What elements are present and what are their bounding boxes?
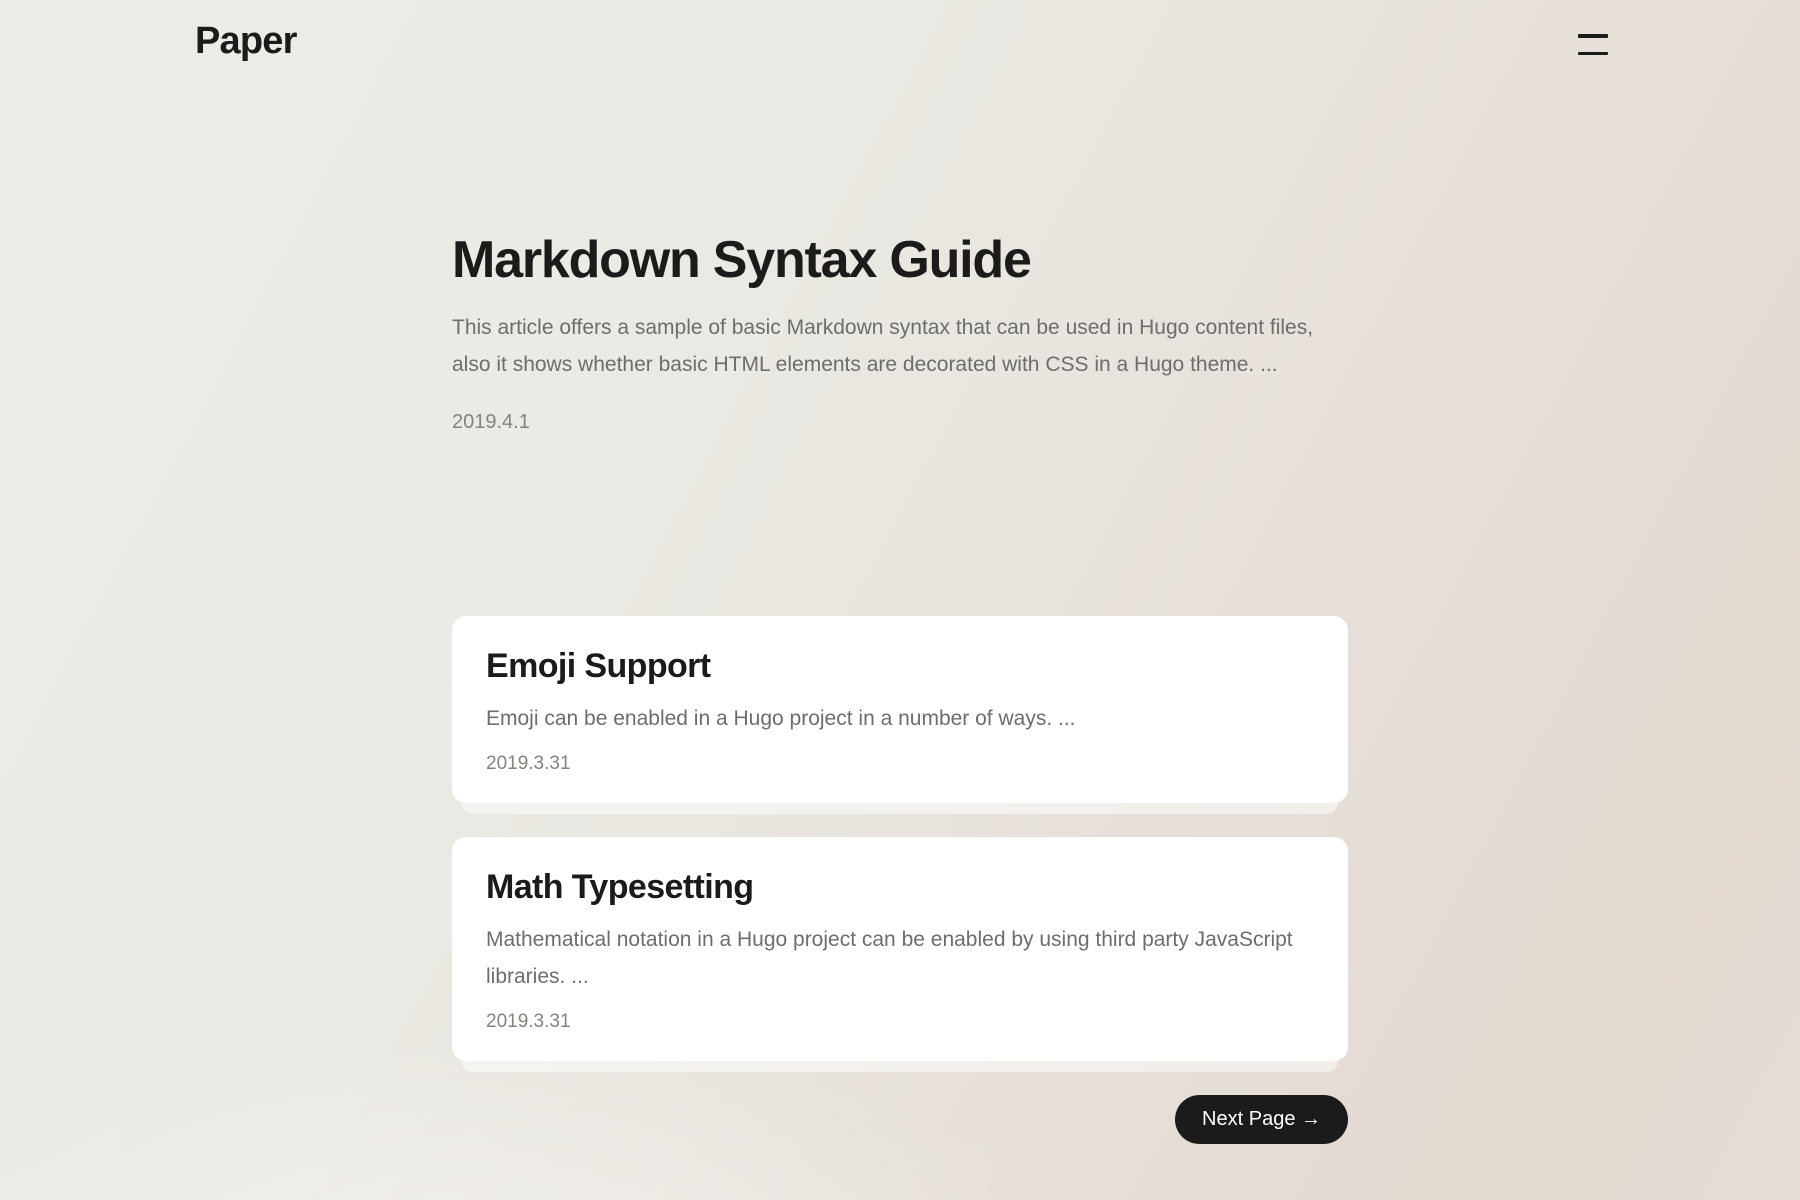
- post-date: 2019.3.31: [486, 1011, 571, 1033]
- post-card-math-typesetting[interactable]: [452, 837, 1348, 1061]
- post-date: 2019.3.31: [486, 753, 571, 775]
- next-page-button[interactable]: Next Page →: [1175, 1095, 1348, 1144]
- featured-post-title[interactable]: Markdown Syntax Guide: [452, 231, 1031, 289]
- hamburger-bar-bottom: [1578, 52, 1608, 56]
- site-header: [0, 0, 1800, 88]
- post-list: [452, 616, 1348, 1061]
- post-title[interactable]: Emoji Support: [486, 647, 711, 686]
- post-description: Emoji can be enabled in a Hugo project in a number of ways. ...: [486, 707, 1076, 731]
- featured-post-date: 2019.4.1: [452, 411, 530, 434]
- post-title[interactable]: Math Typesetting: [486, 868, 754, 907]
- post-description: Mathematical notation in a Hugo project can be enabled by using third party JavaScript libraries. ...: [486, 928, 1293, 989]
- featured-post-description: This article offers a sample of basic Markdown syntax that can be used in Hugo content files, also it shows whether basic HTML elements are decorated with CSS in a Hugo theme. ...: [452, 316, 1314, 377]
- site-logo[interactable]: Paper: [195, 20, 297, 62]
- pagination: [452, 1095, 1348, 1144]
- main-content: [452, 231, 1348, 1144]
- post-card-emoji-support[interactable]: [452, 616, 1348, 803]
- hamburger-menu-icon[interactable]: [1578, 34, 1608, 55]
- featured-post: [452, 231, 1348, 434]
- hamburger-bar-top: [1578, 34, 1608, 38]
